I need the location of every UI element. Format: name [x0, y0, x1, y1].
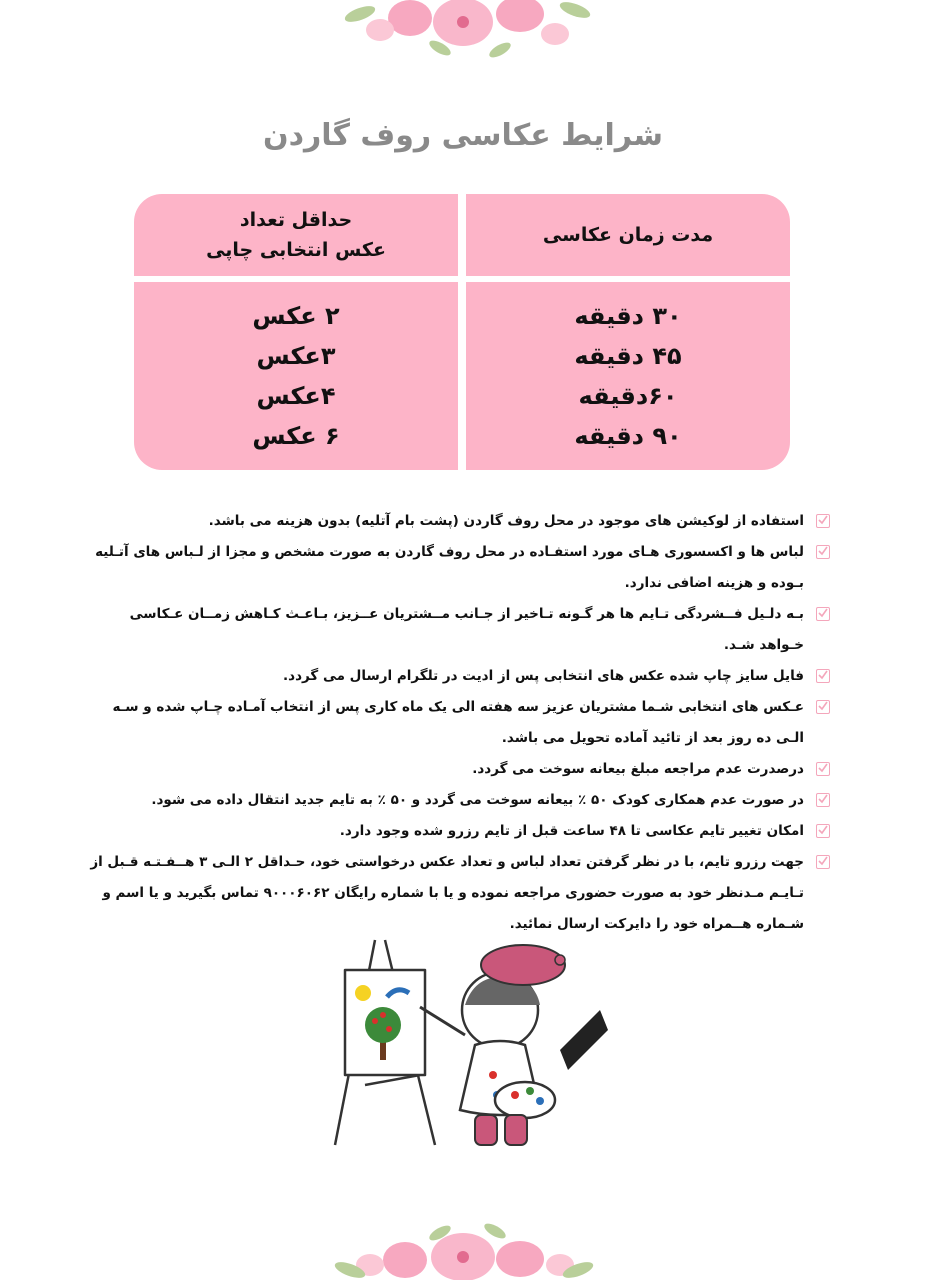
rule-text: لباس ها و اکسسوری هـای مورد استفـاده در محل روف گاردن به صورت مشخص و مجزا از لـباس های آتـلیه بـوده و هزینه اضافی ندارد.: [95, 544, 804, 591]
duration-value: ۳۰ دقیقه: [574, 302, 682, 330]
photos-value: ۲ عکس: [252, 302, 340, 330]
rule-item: [88, 599, 830, 661]
rule-text: جهت رزرو تایم، با در نظر گرفتن تعداد لباس و تعداد عکس درخواستی خود، حـداقل ۲ الـی ۳ هــفـتـه قـبل از تـایـم مـدنظر خود به صورت حضوری مراجعه نموده و یا با شماره رایگان ۹۰۰۰۶۰۶۲ تماس بگیرید و یا اسم و شـماره هــمراه خود را دایرکت ارسال نمائید.: [90, 854, 804, 932]
checkbox-icon: [816, 762, 830, 776]
checkbox-icon: [816, 514, 830, 528]
photos-value: ۶ عکس: [252, 422, 340, 450]
checkbox-icon: [816, 545, 830, 559]
checkbox-icon: [816, 824, 830, 838]
photos-value: ۴عکس: [256, 382, 336, 410]
header-duration: مدت زمان عکاسی: [542, 224, 714, 246]
rule-item: [88, 661, 830, 692]
duration-value: ۹۰ دقیقه: [574, 422, 682, 450]
bottom-floral-decoration: [0, 1215, 926, 1280]
rule-item: [88, 506, 830, 537]
rule-item: [88, 537, 830, 599]
checkbox-icon: [816, 607, 830, 621]
duration-value: ۶۰دقیقه: [578, 382, 678, 410]
rule-item: [88, 785, 830, 816]
page-title: شرایط عکاسی روف گاردن: [263, 118, 663, 153]
checkbox-icon: [816, 669, 830, 683]
rule-item: [88, 692, 830, 754]
header-min-photos-line2: عکس انتخابی چاپی: [206, 239, 386, 261]
rule-text: امکان تغییر تایم عکاسی تا ۴۸ ساعت قبل از تایم رزرو شده وجود دارد.: [339, 823, 804, 839]
top-floral-decoration: [0, 0, 926, 75]
checkbox-icon: [816, 855, 830, 869]
rule-text: استفاده از لوکیشن های موجود در محل روف گاردن (پشت بام آتلیه) بدون هزینه می باشد.: [208, 513, 804, 529]
checkbox-icon: [816, 793, 830, 807]
rules-list: [88, 506, 830, 940]
checkbox-icon: [816, 700, 830, 714]
header-duration-cell: [466, 194, 790, 276]
pricing-table: [134, 194, 790, 470]
rule-item: [88, 754, 830, 785]
rule-text: درصدرت عدم مراجعه مبلغ بیعانه سوخت می گردد.: [472, 761, 804, 777]
photos-cell: [134, 282, 458, 470]
header-min-photos-cell: [134, 194, 458, 276]
rule-item: [88, 816, 830, 847]
header-min-photos-line1: حداقل تعداد: [239, 209, 353, 231]
duration-value: ۴۵ دقیقه: [574, 342, 682, 370]
rule-item: [88, 847, 830, 940]
photos-value: ۳عکس: [256, 342, 336, 370]
rule-text: بـه دلـیل فــشردگی تـایم ها هر گـونه تـاخیر از جـانب مــشتریان عــزیز، بـاعـث کـاهش زمــان عـکاسی خـواهد شـد.: [129, 606, 804, 653]
durations-cell: [466, 282, 790, 470]
rule-text: در صورت عدم همکاری کودک ۵۰ ٪ بیعانه سوخت می گردد و ۵۰ ٪ به تایم جدید انتقال داده می شود.: [151, 792, 804, 808]
painter-girl-illustration: [325, 935, 610, 1165]
rule-text: فایل سایز چاپ شده عکس های انتخابی پس از ادیت در تلگرام ارسال می گردد.: [283, 668, 804, 684]
rule-text: عـکس های انتخابی شـما مشتریان عزیز سه هفته الی یک ماه کاری پس از انتخاب آمـاده چـاپ شده و سـه الـی ده روز بعد از تائید آماده تحویل می باشد.: [112, 699, 804, 746]
